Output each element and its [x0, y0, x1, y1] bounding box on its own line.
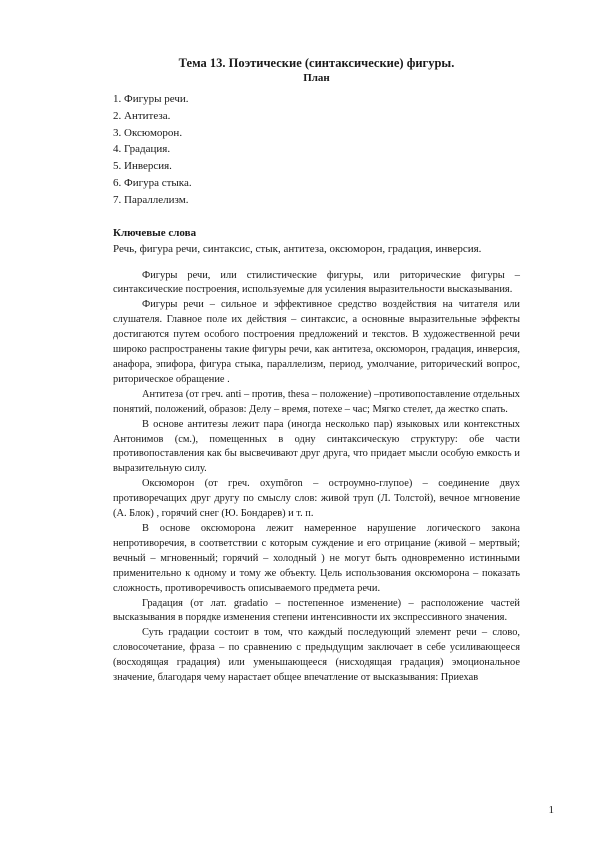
body-text [113, 269, 520, 686]
paragraph: В основе антитезы лежит пара (иногда несколько пар) языковых или контекстных Антонимов (см.), помещенных в одну синтаксическую структуру: обе части противопоставления как бы высвечивают друг друга, что придает мысли особую емкость и выразительную силу. [113, 418, 520, 475]
page-number: 1 [548, 804, 554, 816]
paragraph: Антитеза (от греч. anti – против, thesa – положение) –противопоставление отдельных понятий, положений, образов: Делу – время, потехе – час; Мягко стелет, да жестко спать. [113, 388, 520, 415]
plan-item: 6. Фигура стыка. [113, 176, 192, 189]
plan-item: 1. Фигуры речи. [113, 93, 189, 105]
plan-heading: План [303, 72, 330, 84]
plan-item: 5. Инверсия. [113, 160, 172, 173]
document-title: Тема 13. Поэтические (синтаксические) фигуры. [178, 56, 455, 70]
keywords-text: Речь, фигура речи, синтаксис, стык, антитеза, оксюморон, градация, инверсия. [113, 242, 482, 255]
plan-item: 4. Градация. [113, 143, 171, 156]
plan-list [113, 91, 520, 209]
paragraph: Фигуры речи, или стилистические фигуры, или риторические фигуры – синтаксические построения, используемые для усиления выразительности высказывания. [113, 269, 520, 296]
paragraph: Оксюморон (от греч. oxymōron – остроумно-глупое) – соединение двух противоречащих друг другу по смыслу слов: живой труп (Л. Толстой), вечное мгновение (А. Блок) , горячий снег (Ю. Бондарев) и т. п. [113, 478, 520, 520]
keywords-heading: Ключевые слова [113, 226, 197, 239]
paragraph: В основе оксюморона лежит намеренное нарушение логического закона непротиворечия, в соответствии с которым суждение и его отрицание (живой – мертвый; вечный – мгновенный; горячий – холодный ) не могут быть одновременно истинными применительно к одному и тому же объекту. Цель использования оксюморона – показать сложность, противоречивость описываемого предмета речи. [113, 522, 520, 594]
plan-item: 3. Оксюморон. [113, 126, 183, 139]
paragraph: Фигуры речи – сильное и эффективное средство воздействия на читателя или слушателя. Главное поле их действия – синтаксис, а основные выразительные эффекты достигаются путем особого построения предложений и текстов. В художественной речи широко распространены такие фигуры речи, как антитеза, оксюморон, градация, инверсия, анафора, эпифора, фигура стыка, параллелизм, период, умолчание, риторический вопрос, риторическое обращение . [113, 299, 520, 385]
paragraph: Суть градации состоит в том, что каждый последующий элемент речи – слово, словосочетание, фраза – по сравнению с предыдущим заключает в себе усиливающееся (восходящая градация) или уменьшающееся (нисходящая градация) эмоциональное значение, благодаря чему нарастает общее впечатление от высказывания: Приехав [113, 627, 520, 684]
plan-item: 2. Антитеза. [113, 109, 171, 122]
paragraph: Градация (от лат. gradatio – постепенное изменение) – расположение частей высказывания в порядке изменения степени интенсивности их экспрессивного значения. [113, 597, 520, 624]
plan-item: 7. Параллелизм. [113, 193, 189, 206]
